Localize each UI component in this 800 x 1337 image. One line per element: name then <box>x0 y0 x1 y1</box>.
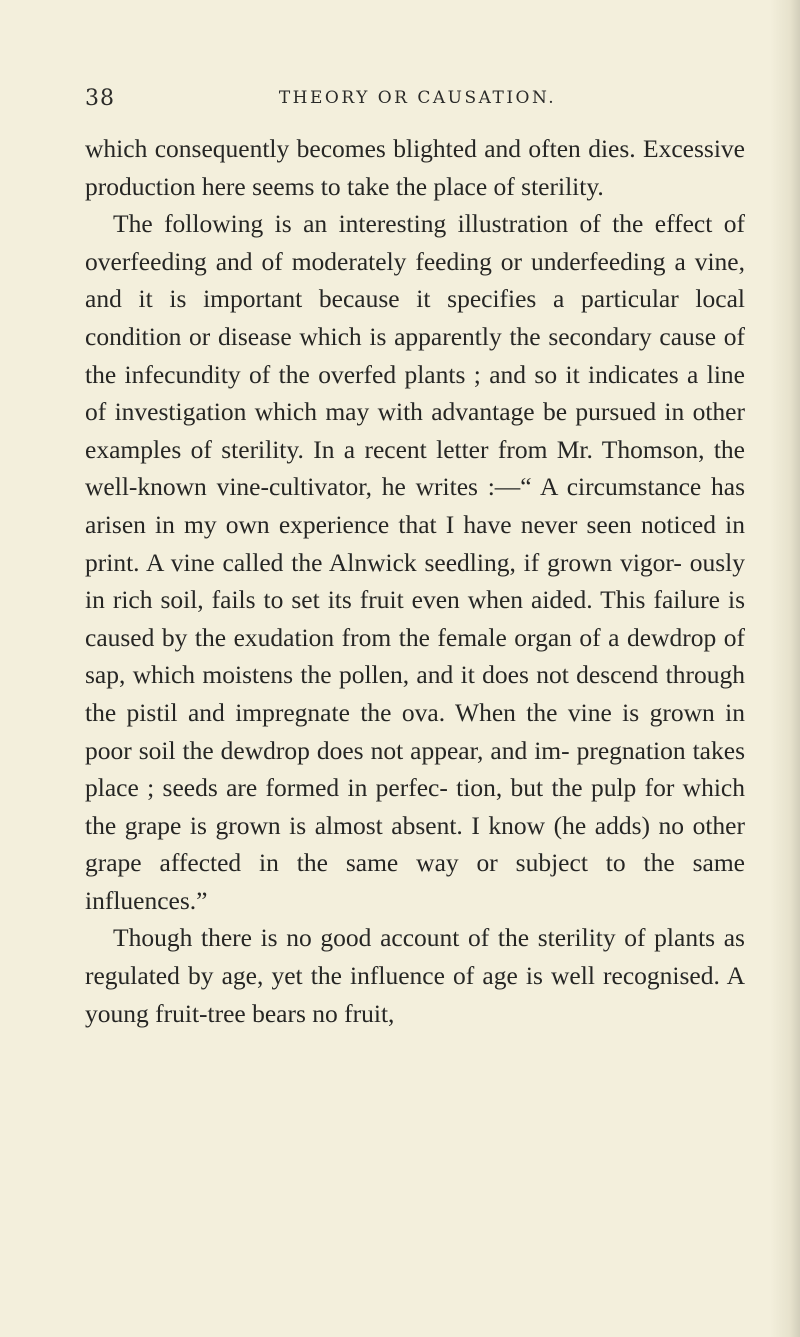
paragraph-age-sterility: Though there is no good account of the sterility of plants as regulated by age, yet the influence of age is well recognised. A young fruit-tree bears no fruit, <box>85 923 745 1028</box>
running-head: THEORY OR CAUSATION. <box>278 88 557 108</box>
paragraph-continuation: which consequently becomes blighted and often dies. Excessive production here seems to take the place of sterility. <box>85 134 745 201</box>
page-number: 38 <box>85 86 115 111</box>
paragraph-vine-illustration: The following is an interesting illustration of the effect of overfeeding and of moderately feeding or underfeeding a vine, and it is important because it specifies a particular local condition or disease which is apparently the secondary cause of the infecundity of the overfed plants ; and so it indicates a line of investigation which may with advantage be pursued in other examples of sterility. In a recent letter from Mr. Thomson, the well-known vine-cultivator, he writes :—“ A circumstance has arisen in my own experience that I have never seen noticed in print. A vine called the Alnwick seedling, if grown vigor- ously in rich soil, fails to set its fruit even when aided. This failure is caused by the exudation from the female organ of a dewdrop of sap, which moistens the pollen, and it does not descend through the pistil and impregnate the ova. When the vine is grown in poor soil the dewdrop does not appear, and im- pregnation takes place ; seeds are formed in perfec- tion, but the pulp for which the grape is grown is almost absent. I know (he adds) no other grape affected in the same way or subject to the same influences.” <box>85 209 745 915</box>
page-header <box>85 86 750 116</box>
body-text <box>85 130 745 1032</box>
